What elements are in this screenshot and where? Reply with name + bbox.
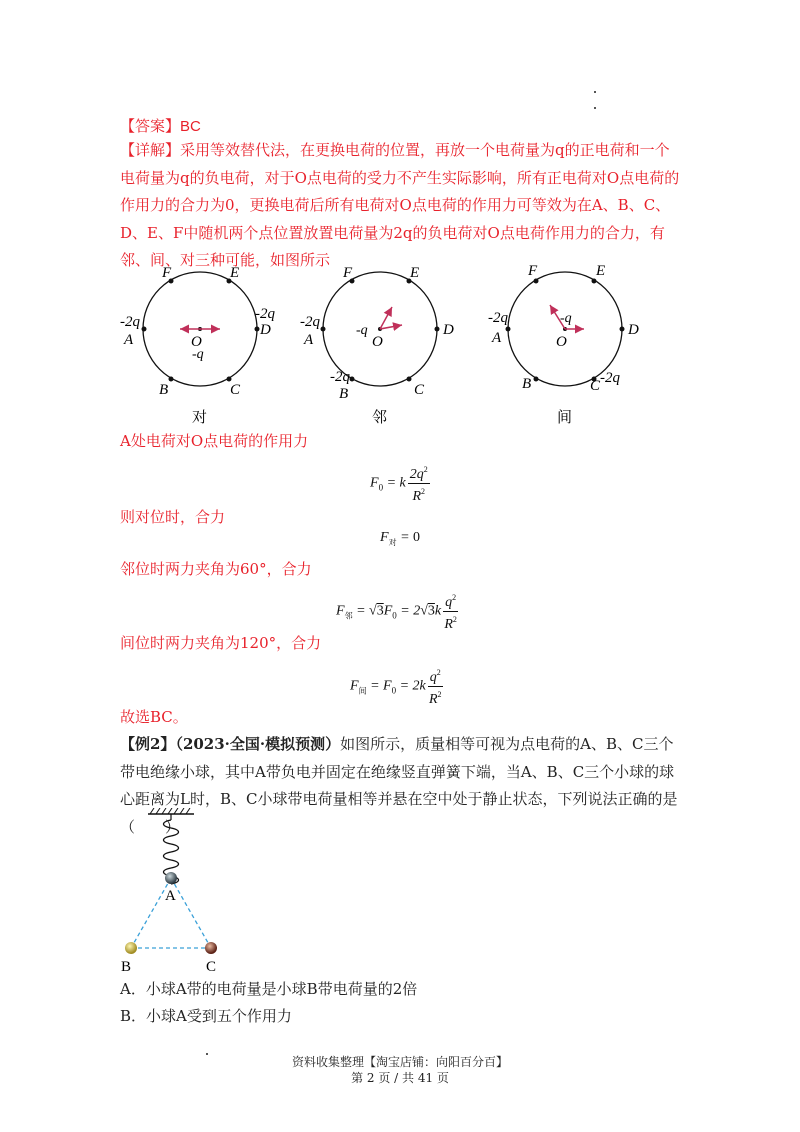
answer-text: BC: [180, 118, 201, 135]
example-text: 如图所示，质量相等可视为点电荷的A、B、C三个带电绝缘小球，其中A带负电并固定在绝缘竖直弹簧下端，当A、B、C三个小球的球心距离为L时，B、C小球带电荷量相等并悬在空中处于静止状态，下列说法正确的是（ ）: [120, 735, 678, 836]
label-O: O: [372, 334, 383, 350]
label-E: E: [596, 263, 606, 279]
caption-between: 间: [557, 410, 573, 426]
label-C: C: [414, 382, 425, 398]
charge-label: -2q: [600, 370, 620, 386]
label-B: B: [339, 386, 349, 402]
label-D: D: [260, 322, 271, 338]
example-label: 【例2】: [120, 735, 176, 753]
step-line: 则对位时，合力: [120, 508, 226, 526]
conclusion-line: 故选BC。: [120, 708, 188, 726]
charge-label: -2q: [330, 369, 350, 385]
charge-label: -2q: [300, 314, 320, 330]
label-B: B: [159, 382, 169, 398]
label-F: F: [343, 265, 353, 281]
charge-label: -q: [356, 323, 368, 338]
option-b: B．小球A受到五个作用力: [120, 1007, 292, 1025]
footer-source: 资料收集整理【淘宝店铺：向阳百分百】: [291, 1055, 508, 1069]
circle-figure-adjacent: [300, 265, 454, 426]
detail-label: 【详解】: [120, 141, 181, 159]
answer-line: [120, 115, 201, 136]
label-E: E: [410, 265, 420, 281]
scan-dot: [594, 107, 596, 109]
label-A: A: [304, 332, 314, 348]
label-E: E: [230, 265, 240, 281]
charge-label: -2q: [488, 310, 508, 326]
detail-paragraph: [120, 137, 680, 275]
ball-label-C: C: [206, 959, 217, 975]
charge-label: -2q: [255, 306, 275, 322]
charge-label: -q: [192, 347, 204, 362]
equation-F-between: $F_间 = F_0 = 2k$ $\frac{q^2}{R^2}$: [350, 665, 445, 708]
scan-dot: [594, 91, 596, 93]
ball-label-A: A: [165, 888, 176, 904]
label-C: C: [590, 378, 601, 394]
label-D: D: [628, 322, 639, 338]
equation-F-adjacent: $F_邻 = √3F_0 = 2√3k$ $\frac{q^2}{R^2}$: [336, 590, 460, 633]
step-line: A处电荷对O点电荷的作用力: [120, 432, 309, 450]
label-A: A: [124, 332, 134, 348]
caption-adjacent: 邻: [372, 410, 388, 426]
ball-label-B: B: [121, 959, 132, 975]
detail-text: 采用等效替代法，在更换电荷的位置，再放一个电荷量为q的正电荷和一个电荷量为q的负电荷，对于O点电荷的受力不产生实际影响，所有正电荷对O点电荷的作用力的合力为0，更换电荷后所有电荷对O点电荷的作用力可等效为在A、B、C、D、E、F中随机两个点位置放置电荷量为2q的负电荷对O点电荷作用力的合力，有邻、间、对三种可能，如图所示: [120, 141, 680, 269]
footer-page-number: 第 2 页 / 共 41 页: [351, 1071, 449, 1085]
answer-label: 【答案】: [120, 117, 181, 135]
charge-circles-figure: [110, 262, 670, 428]
label-F: F: [162, 265, 172, 281]
label-F: F: [528, 263, 538, 279]
charge-label: -2q: [120, 314, 140, 330]
step-line: 邻位时两力夹角为60°，合力: [120, 560, 312, 578]
label-O: O: [556, 334, 567, 350]
equation-F-opposite: $F_对 = 0$: [380, 530, 421, 547]
charge-label: -q: [560, 311, 572, 326]
label-O: O: [191, 334, 202, 350]
option-a: A．小球A带的电荷量是小球B带电荷量的2倍: [120, 980, 418, 998]
circle-figure-opposite: [120, 265, 275, 426]
step-line: 间位时两力夹角为120°，合力: [120, 634, 322, 652]
label-C: C: [230, 382, 241, 398]
label-D: D: [443, 322, 454, 338]
label-B: B: [522, 376, 532, 392]
caption-opposite: 对: [192, 410, 208, 426]
equation-F0: $F_0 = k$ $\frac{2q^2}{R^2}$: [370, 462, 432, 505]
circle-figure-between: [488, 263, 639, 426]
label-A: A: [492, 330, 502, 346]
spring-triangle-figure: [110, 808, 240, 978]
example-source: （2023·全国·模拟预测）: [175, 735, 341, 753]
